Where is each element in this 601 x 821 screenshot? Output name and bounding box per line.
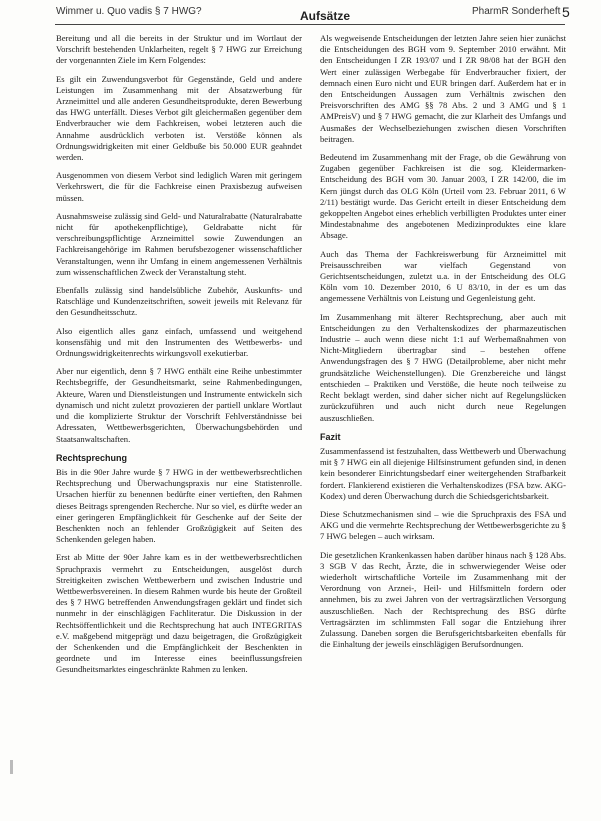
section-label: Aufsätze (300, 9, 351, 23)
running-head-author: Wimmer u. Quo vadis § 7 HWG? (56, 6, 202, 17)
paragraph: Bereitung und all die bereits in der Struktur und im Wortlaut der Vorschrift bestehenden Unklarheiten, regelt § 7 HWG zur Erreichung der vorgenannten Ziele im Kern Folgendes: (56, 33, 302, 66)
section-heading-fazit: Fazit (320, 431, 341, 442)
paragraph: Aber nur eigentlich, denn § 7 HWG enthält eine Reihe unbestimmter Rechtsbegriffe, der Gesundheitsmarkt, seine Rahmenbedingungen, Akteure, Waren und Dienstleistungen und Instrumente entwickeln sich dynamisch und nicht zuletzt provozieren der partiell unklare Wortlaut und die komplizierte Struktur der Vorschrift Fehlverständnisse bei Adressaten, Wettbewerbsgerichten, Überwachungsbehörden und Staatsanwaltschaften. (56, 366, 302, 444)
paragraph: Als wegweisende Entscheidungen der letzten Jahre seien hier zunächst die Entscheidungen des BGH vom 9. September 2010 erwähnt. Mit den Entscheidungen I ZR 193/07 und I ZR 98/08 hat der BGH den Wert einer zulässigen Werbegabe für Endverbraucher fixiert, der demnach einen Euro nicht und EUR bringen darf. Außerdem hat er in den Entscheidungen Aussagen zum Verhältnis zwischen den Preisvorschriften des AMG §§ 78 Abs. 2 und 3 AMG und § 1 AMPreisV) und § 7 HWG gemacht, die zur Klarheit des Umfangs und Ausmaßes der Wechselbeziehungen zwischen diesen Vorschriften beitragen. (320, 33, 566, 144)
header-rule (55, 24, 565, 25)
paragraph: Ebenfalls zulässig sind handelsübliche Zubehör, Auskunfts- und Ratschläge und Kundenzeitschriften, soweit jeweils mit Relevanz für den Gesundheitsschutz. (56, 285, 302, 318)
page-number: 5 (562, 4, 570, 20)
paragraph: Im Zusammenhang mit älterer Rechtsprechung, aber auch mit Entscheidungen zu den Verhaltenskodizes der pharmazeutischen Industrie – auch wenn diese nicht 1:1 auf Werbemaßnahmen von Nicht-Mitgliedern übertragbar sind – bestehen offene Anwendungsfragen des § 7 HWG (Detailprobleme, aber nicht mehr grundsätzliche Weichenstellungen). Die Grenzbereiche und längst entschieden – Praktiken und Verstöße, die heute noch teilweise zu Recht beklagt werden, sind daher sicher nicht auf Regelungslücken zurückzuführen und auch nicht durch neue Regelungen auszuschließen. (320, 311, 566, 423)
journal-name: PharmR Sonderheft (472, 6, 561, 17)
paragraph: Erst ab Mitte der 90er Jahre kam es in der wettbewerbsrechtlichen Spruchpraxis vermehrt zu Entscheidungen, ausgelöst durch Streitigkeiten zwischen Wettbewerbern und zwischen Industrie und Wettbewerbsvereinen. In diesem Rahmen wurde bis heute der Großteil des § 7 HWG betreffenden Anwendungsfragen geklärt und findet sich nunmehr in der einschlägigen Fachliteratur. Die Diskussion in der Rechtsöffentlichkeit und die Rechtsprechung hat auch INTEGRITAS e.V. maßgebend mitgeprägt und dazu beigetragen, die Großzügigkeit der Schenkenden und die Empfänglichkeit der Beschenkten in geordnete und im Interesse eines beeinflussungsfreien Gesundheitsmarktes eingeschränkte Rahmen zu lenken. (56, 552, 302, 675)
paragraph: Bis in die 90er Jahre wurde § 7 HWG in der wettbewerbsrechtlichen Rechtsprechung und Überwachungspraxis nur eine Statistenrolle. Ursachen hierfür zu benennen bedürfte einer vertieften, den Rahmen dieses Beitrags sprengenden Recherche. Nur so viel, es dürfte weder an einer geringeren Empfänglichkeit für Geschenke auf der Seite der Beschenkten noch an fehlender Großzügigkeit auf Seiten des Schenkenden gelegen haben. (56, 466, 302, 545)
paragraph: Bedeutend im Zusammenhang mit der Frage, ob die Gewährung von Zugaben gegenüber Fachkreisen ist die sog. Kleidermarken-Entscheidung des BGH vom 30. Januar 2003, I ZR 142/00, die im Kern jüngst durch das OLG Köln (Urteil vom 23. Februar 2011, 6 W 2/11) bestätigt wurde. Das Gericht erteilt in dieser Entscheidung dem gekoppelten Angebot eines erheblich verbilligten Produktes unter einer Mindestabnahme des angebotenen Medizinproduktes eine klare Absage. (320, 152, 566, 241)
paragraph: Es gilt ein Zuwendungsverbot für Gegenstände, Geld und andere Leistungen im Zusammenhang mit der Absatzwerbung für Arzneimittel und alle anderen Gesundheitsprodukte, deren Bewerbung das HWG unterfällt. Dieses Verbot gilt gleichermaßen gegenüber dem Endverbraucher wie dem Fachkreisen, wobei letzteren auch die Annahme ausdrücklich verboten ist. Verstöße können als Ordnungswidrigkeiten mit einer Geldbuße bis 50.000 EUR geahndet werden. (56, 73, 302, 163)
paragraph: Die gesetzlichen Krankenkassen haben darüber hinaus nach § 128 Abs. 3 SGB V das Recht, Ärzte, die in schwerwiegender Weise oder wiederholt wirtschaftliche Vorteile im Zusammenhang mit der Verordnung von Arznei-, Heil- und Hilfsmitteln fordern oder annehmen, bis zu zwei Jahren von der vertragsärztlichen Versorgung auszuschließen. Nach der Rechtsprechung des BSG dürfte Vertragsärzten im schlimmsten Fall sogar die Entziehung ihrer Zulassung. Daneben sorgen die Berufsgerichtsbarkeiten ebenfalls für die Einhaltung der jeweils einschlägigen Berufsordnungen. (320, 549, 566, 650)
paragraph: Ausnahmsweise zulässig sind Geld- und Naturalrabatte (Naturalrabatte nicht für apothekenpflichtige), Geldrabatte nicht für verschreibungspflichtige Arzneimittel sowie Zuwendungen an Fachkreisangehörige im Rahmen berufsbezogener wissenschaftlicher Veranstaltungen, wenn ihr Umfang in einem angemessenen Verhältnis zum wissenschaftlichen Zweck der Veranstaltung steht. (56, 210, 302, 277)
paragraph: Auch das Thema der Fachkreiswerbung für Arzneimittel mit Preisausschreiben war vielfach Gegenstand von Gerichtsentscheidungen, zuletzt u.a. in der Entscheidung des OLG Köln vom 10. Dezember 2010, 6 U 83/10, in der es um das angemessene Verhältnis von Leistung und Gegenleistung geht. (320, 248, 566, 304)
paragraph: Ausgenommen von diesem Verbot sind lediglich Waren mit geringem Verkehrswert, die für die Fachkreise einen Praxisbezug aufweisen müssen. (56, 170, 302, 203)
right-column (320, 33, 566, 657)
paragraph: Also eigentlich alles ganz einfach, umfassend und weitgehend konsensfähig und mit den Instrumenten des Wettbewerbs- und Ordnungswidrigkeitenrechts wirkungsvoll exekutierbar. (56, 325, 302, 359)
left-column (56, 33, 302, 683)
scan-margin-mark (10, 760, 13, 774)
paragraph: Diese Schutzmechanismen sind – wie die Spruchpraxis des FSA und AKG und die vermehrte Rechtsprechung der Wettbewerbsgerichte zu § 7 HWG belegen – auch wirksam. (320, 508, 566, 542)
section-heading-rechtsprechung: Rechtsprechung (56, 452, 128, 463)
paragraph: Zusammenfassend ist festzuhalten, dass Wettbewerb und Überwachung mit § 7 HWG ein all diejenige Hilfsinstrument gefunden sind, in denen kein besonderer Einrichtungsbedarf einer weitergehenden Strafbarkeit fordert. Flankierend existieren die Verhaltenskodizes (FSA bzw. AKG-Kodex) und deren Überwachung durch die Schiedsgerichtsbarkeit. (320, 445, 566, 501)
